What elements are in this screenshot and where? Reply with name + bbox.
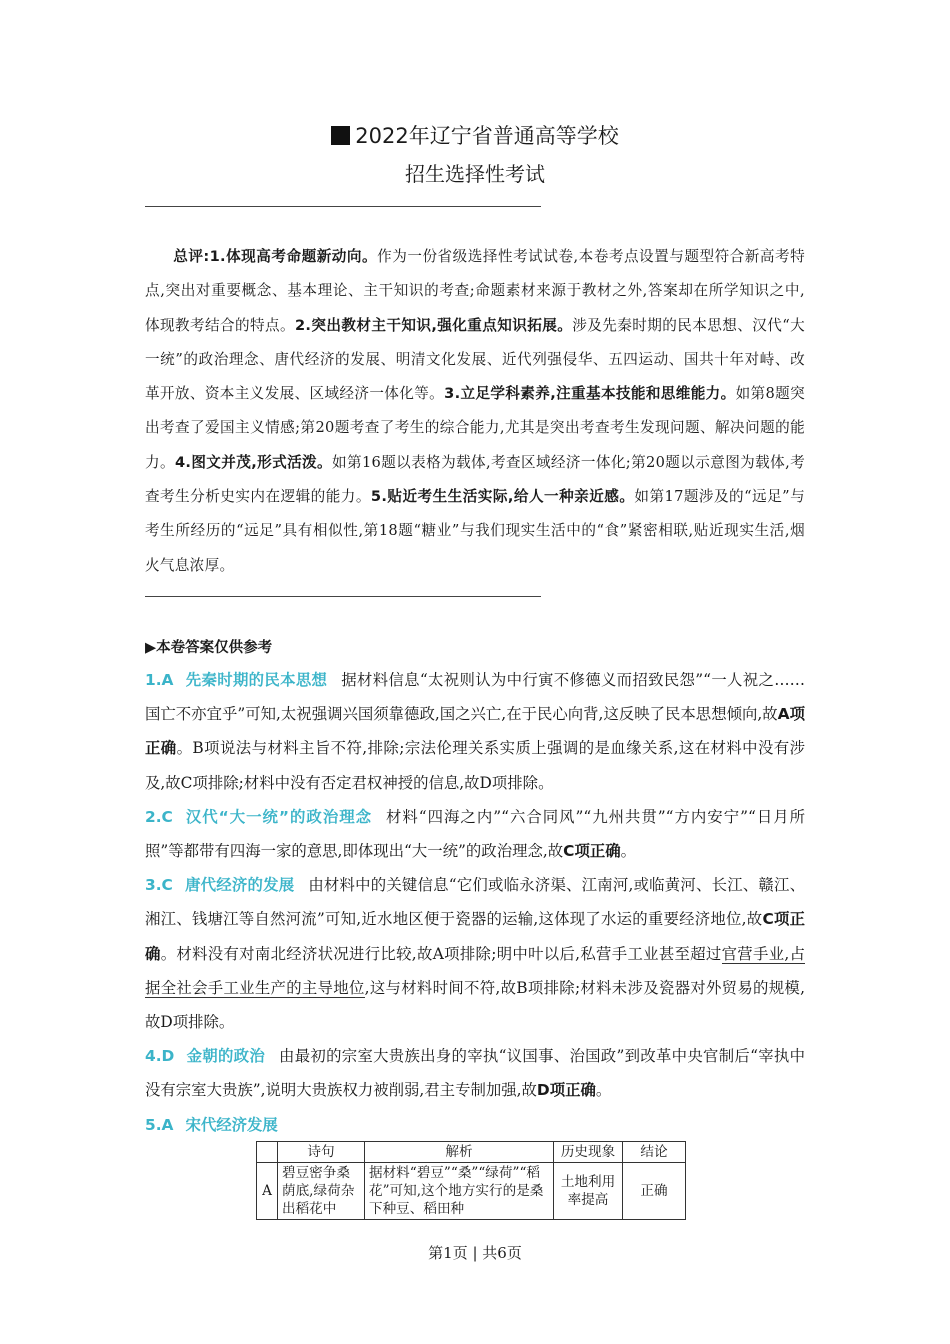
answer-4-text-2: 。 [595, 1081, 612, 1100]
exam-subtitle: 招生选择性考试 [405, 162, 545, 186]
summary-point-5-text: 如第17题涉及的“远足”与考生所经历的“远足”具有相似性,第18题“糖业”与我们现实生活中的“食”紧密相联,贴近现实生活,烟火气息浓厚。 [145, 488, 805, 574]
answer-2-text-2: 。 [620, 842, 637, 861]
table-header-conclusion: 结论 [623, 1142, 686, 1163]
answer-1-text-2: 。B项说法与材料主旨不符,排除;宗法伦理关系实质上强调的是血缘关系,这在材料中没有涉及,故C项排除;材料中没有否定君权神授的信息,故D项排除。 [145, 739, 805, 792]
analysis-table [256, 1141, 686, 1220]
answer-2-topic: 汉代“大一统”的政治理念 [184, 807, 372, 826]
answer-3-underlined: 官营手业,占据全社会手工业生产的主导地位 [145, 944, 805, 997]
summary-point-2-title: 2.突出教材主干知识,强化重点知识拓展。 [294, 316, 573, 334]
answer-3-text-2: 。材料没有对南北经济状况进行比较,故A项排除;明中叶以后,私营手工业甚至超过 [160, 944, 722, 963]
answer-4 [145, 1039, 805, 1107]
answer-2-correct: C项正确 [563, 842, 621, 861]
answer-4-number: 4.D [145, 1047, 175, 1066]
answer-3-topic: 唐代经济的发展 [184, 876, 295, 895]
answer-2 [145, 800, 805, 868]
answer-1-number: 1.A [145, 671, 174, 689]
summary-point-3-text: 如第8题突出考查了爱国主义情感;第20题考查了考生的综合能力,尤其是突出考查考生发现问题、解决问题的能力。 [145, 385, 805, 471]
page-footer: 第1页 | 共6页 [428, 1244, 522, 1262]
divider-top [145, 206, 541, 207]
answer-4-text: 由最初的宗室大贵族出身的宰执“议国事、治国政”到改革中央官制后“宰执中没有宗室大贵族”,说明大贵族权力被削弱,君主专制加强,故 [145, 1047, 805, 1100]
black-square-icon [331, 126, 350, 145]
answer-2-text: 材料“四海之内”“六合同风”“九州共贯”“方内安宁”“日月所照”等都带有四海一家的意思,即体现出“大一统”的政治理念,故 [145, 807, 805, 861]
summary-point-2-text: 涉及先秦时期的民本思想、汉代“大一统”的政治理念、唐代经济的发展、明清文化发展、近代列强侵华、五四运动、国共十年对峙、改革开放、资本主义发展、区域经济一体化等。 [145, 316, 805, 403]
exam-title [0, 120, 950, 150]
summary-point-1-title: 1.体现高考命题新动向。 [209, 248, 378, 265]
answer-3-text-3: ,这与材料时间不符,故B项排除;材料未涉及瓷器对外贸易的规模,故D项排除。 [145, 978, 805, 1032]
answer-4-correct: D项正确 [536, 1081, 596, 1100]
table-header-poem: 诗句 [278, 1142, 365, 1163]
answer-3-correct: C项正确 [145, 910, 806, 963]
answers-heading: ▶本卷答案仅供参考 [145, 640, 273, 656]
answer-5-number: 5.A [145, 1115, 174, 1134]
table-cell-option: A [257, 1163, 278, 1220]
table-header-analysis: 解析 [365, 1142, 554, 1163]
answer-1-correct: A项正确 [145, 705, 805, 758]
table-cell-analysis: 据材料“碧豆”“桑”“绿荷”“稻花”可知,这个地方实行的是桑下种豆、稻田种 [365, 1163, 554, 1220]
summary-paragraph [145, 240, 805, 583]
exam-title-text: 2022年辽宁省普通高等学校 [355, 124, 619, 148]
divider-bottom [145, 596, 541, 597]
answer-5-topic: 宋代经济发展 [185, 1115, 278, 1134]
answer-5 [145, 1108, 805, 1142]
table-cell-poem: 碧豆密争桑荫底,绿荷杂出稻花中 [278, 1163, 365, 1220]
table-header-phenomenon: 历史现象 [554, 1142, 623, 1163]
summary-lead: 总评: [173, 248, 210, 265]
answer-4-topic: 金朝的政治 [186, 1047, 266, 1066]
answer-3-text: 由材料中的关键信息“它们或临永济渠、江南河,或临黄河、长江、赣江、湘江、钱塘江等自然河流”可知,近水地区便于瓷器的运输,这体现了水运的重要经济地位,故 [145, 876, 805, 929]
answer-1-text: 据材料信息“太祝则认为中行寅不修德义而招致民怨”“一人祝之……国亡不亦宜乎”可知,太祝强调兴国须靠德政,国之兴亡,在于民心向背,这反映了民本思想倾向,故 [145, 671, 805, 724]
answers-section [145, 663, 805, 1142]
answer-1-topic: 先秦时期的民本思想 [185, 671, 328, 689]
table-cell-phenomenon: 土地利用率提高 [554, 1163, 623, 1220]
summary-point-4-title: 4.图文并茂,形式活泼。 [174, 453, 333, 471]
answer-1 [145, 663, 805, 800]
table-header-option [257, 1142, 278, 1163]
answer-3 [145, 868, 805, 1039]
answer-3-number: 3.C [145, 876, 173, 895]
summary-point-4-text: 如第16题以表格为载体,考查区域经济一体化;第20题以示意图为载体,考查考生分析史实内在逻辑的能力。 [145, 453, 805, 506]
table-cell-conclusion: 正确 [623, 1163, 686, 1220]
table-header-row [257, 1142, 686, 1163]
answer-2-number: 2.C [145, 807, 173, 826]
summary-point-3-title: 3.立足学科素养,注重基本技能和思维能力。 [444, 385, 736, 403]
table-row [257, 1163, 686, 1220]
summary-point-5-title: 5.贴近考生生活实际,给人一种亲近感。 [370, 488, 635, 506]
summary-point-1-text: 作为一份省级选择性考试试卷,本卷考点设置与题型符合新高考特点,突出对重要概念、基本理论、主干知识的考查;命题素材来源于教材之外,答案却在所学知识之中,体现教考结合的特点。 [145, 248, 805, 334]
